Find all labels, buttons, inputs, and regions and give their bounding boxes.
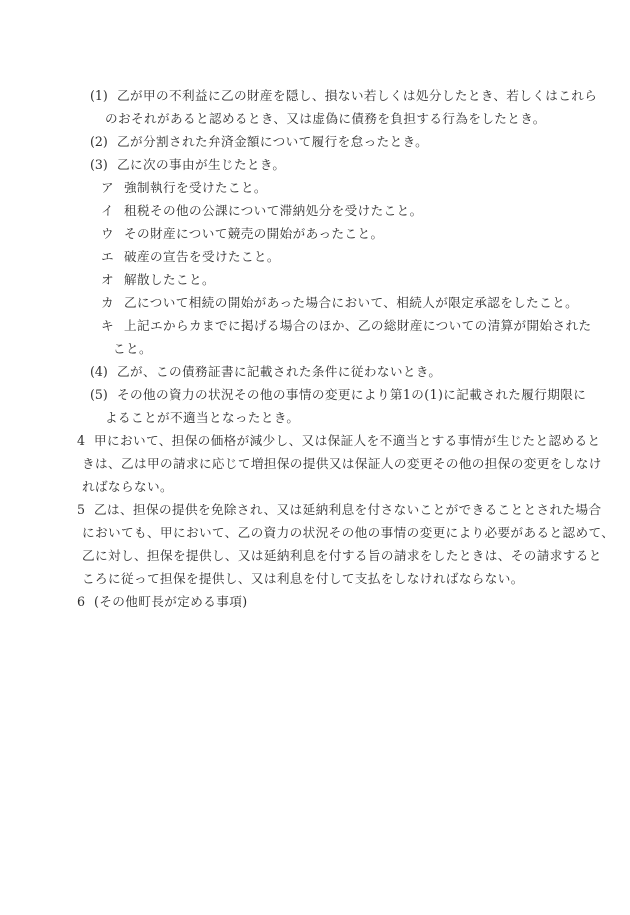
subitem-marker-u: ウ	[101, 226, 114, 241]
subitem-ki-line-2: こと。	[113, 341, 152, 356]
subitem-ki-line-1: 上記エからカまでに掲げる場合のほか、乙の総財産についての清算が開始された	[124, 318, 592, 333]
item-marker-2: (2)	[90, 134, 108, 149]
subitem-o-text: 解散したこと。	[124, 272, 215, 287]
subitem-marker-ki: キ	[101, 318, 114, 333]
section-5-line-2: においても、甲において、乙の資力の状況その他の事情の変更により必要があると認めて、	[82, 525, 615, 540]
section-4-line-1: 甲において、担保の価格が減少し、又は保証人を不適当とする事情が生じたと認めると	[94, 433, 601, 448]
section-5-line-1: 乙は、担保の提供を免除され、又は延納利息を付さないことができることとされた場合	[94, 502, 602, 517]
item-1-line-2: のおそれがあると認めるとき、又は虚偽に債務を負担する行為をしたとき。	[105, 111, 546, 126]
section-4-line-3: ればならない。	[82, 479, 173, 494]
section-number-5: 5	[77, 502, 86, 517]
subitem-marker-o: オ	[101, 272, 114, 287]
item-5-line-1: その他の資力の状況その他の事情の変更により第1の(1)に記載された履行期限に	[117, 387, 587, 402]
section-4-line-2: きは、乙は甲の請求に応じて増担保の提供又は保証人の変更その他の担保の変更をしなけ	[82, 456, 602, 471]
subitem-ka-text: 乙について相続の開始があった場合において、相続人が限定承認をしたこと。	[124, 295, 579, 310]
item-5-line-2: よることが不適当となったとき。	[105, 410, 300, 425]
subitem-u-text: その財産について競売の開始があったこと。	[124, 226, 384, 241]
subitem-e-text: 破産の宣告を受けたこと。	[124, 249, 280, 264]
item-marker-4: (4)	[90, 364, 108, 379]
section-number-6: 6	[77, 594, 86, 609]
item-2-line-1: 乙が分割された弁済金額について履行を怠ったとき。	[117, 134, 429, 149]
subitem-i-text: 租税その他の公課について滞納処分を受けたこと。	[124, 203, 423, 218]
section-5-line-4: ころに従って担保を提供し、又は利息を付して支払をしなければならない。	[82, 571, 524, 586]
section-5-line-3: 乙に対し、担保を提供し、又は延納利息を付する旨の請求をしたときは、その請求すると	[82, 548, 602, 563]
item-3-line-1: 乙に次の事由が生じたとき。	[117, 157, 286, 172]
item-marker-1: (1)	[90, 88, 108, 103]
subitem-marker-e: エ	[101, 249, 114, 264]
item-4-line-1: 乙が、この債務証書に記載された条件に従わないとき。	[117, 364, 442, 379]
section-number-4: 4	[77, 433, 86, 448]
item-marker-3: (3)	[90, 157, 108, 172]
subitem-marker-i: イ	[101, 203, 114, 218]
subitem-marker-ka: カ	[101, 295, 114, 310]
subitem-marker-a: ア	[101, 180, 114, 195]
section-6-line-1: (その他町長が定める事項)	[94, 594, 248, 609]
item-1-line-1: 乙が甲の不利益に乙の財産を隠し、損ない若しくは処分したとき、若しくはこれら	[117, 88, 598, 103]
item-marker-5: (5)	[90, 387, 108, 402]
subitem-a-text: 強制執行を受けたこと。	[124, 180, 267, 195]
